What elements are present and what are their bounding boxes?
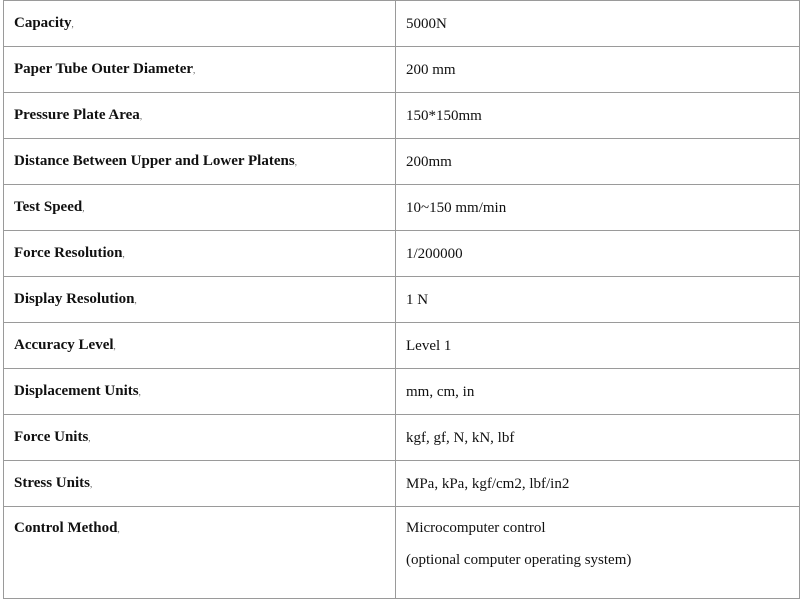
spec-value: 5000N <box>396 1 800 47</box>
spec-label: Distance Between Upper and Lower Platens, <box>4 139 396 185</box>
spec-value: 150*150mm <box>396 93 800 139</box>
spec-value-line: (optional computer operating system) <box>406 552 632 568</box>
spec-value-line: Microcomputer control <box>406 520 546 536</box>
table-row <box>4 415 800 461</box>
table-row <box>4 139 800 185</box>
spec-value <box>396 507 800 599</box>
table-row <box>4 277 800 323</box>
spec-label: Stress Units, <box>4 461 396 507</box>
spec-label: Paper Tube Outer Diameter, <box>4 47 396 93</box>
table-row <box>4 369 800 415</box>
spec-value: 10~150 mm/min <box>396 185 800 231</box>
spec-value: 1 N <box>396 277 800 323</box>
spec-label: Accuracy Level, <box>4 323 396 369</box>
spec-label: Force Units, <box>4 415 396 461</box>
table-row <box>4 185 800 231</box>
spec-table <box>3 0 800 599</box>
spec-value: mm, cm, in <box>396 369 800 415</box>
spec-label: Control Method, <box>4 507 396 599</box>
table-row <box>4 93 800 139</box>
table-row <box>4 461 800 507</box>
table-row <box>4 231 800 277</box>
spec-value: 200mm <box>396 139 800 185</box>
spec-label: Pressure Plate Area, <box>4 93 396 139</box>
spec-label: Capacity, <box>4 1 396 47</box>
spec-label: Force Resolution, <box>4 231 396 277</box>
spec-value: Level 1 <box>396 323 800 369</box>
spec-label: Display Resolution, <box>4 277 396 323</box>
spec-label: Test Speed, <box>4 185 396 231</box>
spec-value: 1/200000 <box>396 231 800 277</box>
spec-value: kgf, gf, N, kN, lbf <box>396 415 800 461</box>
spec-label: Displacement Units, <box>4 369 396 415</box>
table-row <box>4 507 800 599</box>
spec-value: MPa, kPa, kgf/cm2, lbf/in2 <box>396 461 800 507</box>
table-row <box>4 1 800 47</box>
table-row <box>4 47 800 93</box>
table-row <box>4 323 800 369</box>
spec-value: 200 mm <box>396 47 800 93</box>
